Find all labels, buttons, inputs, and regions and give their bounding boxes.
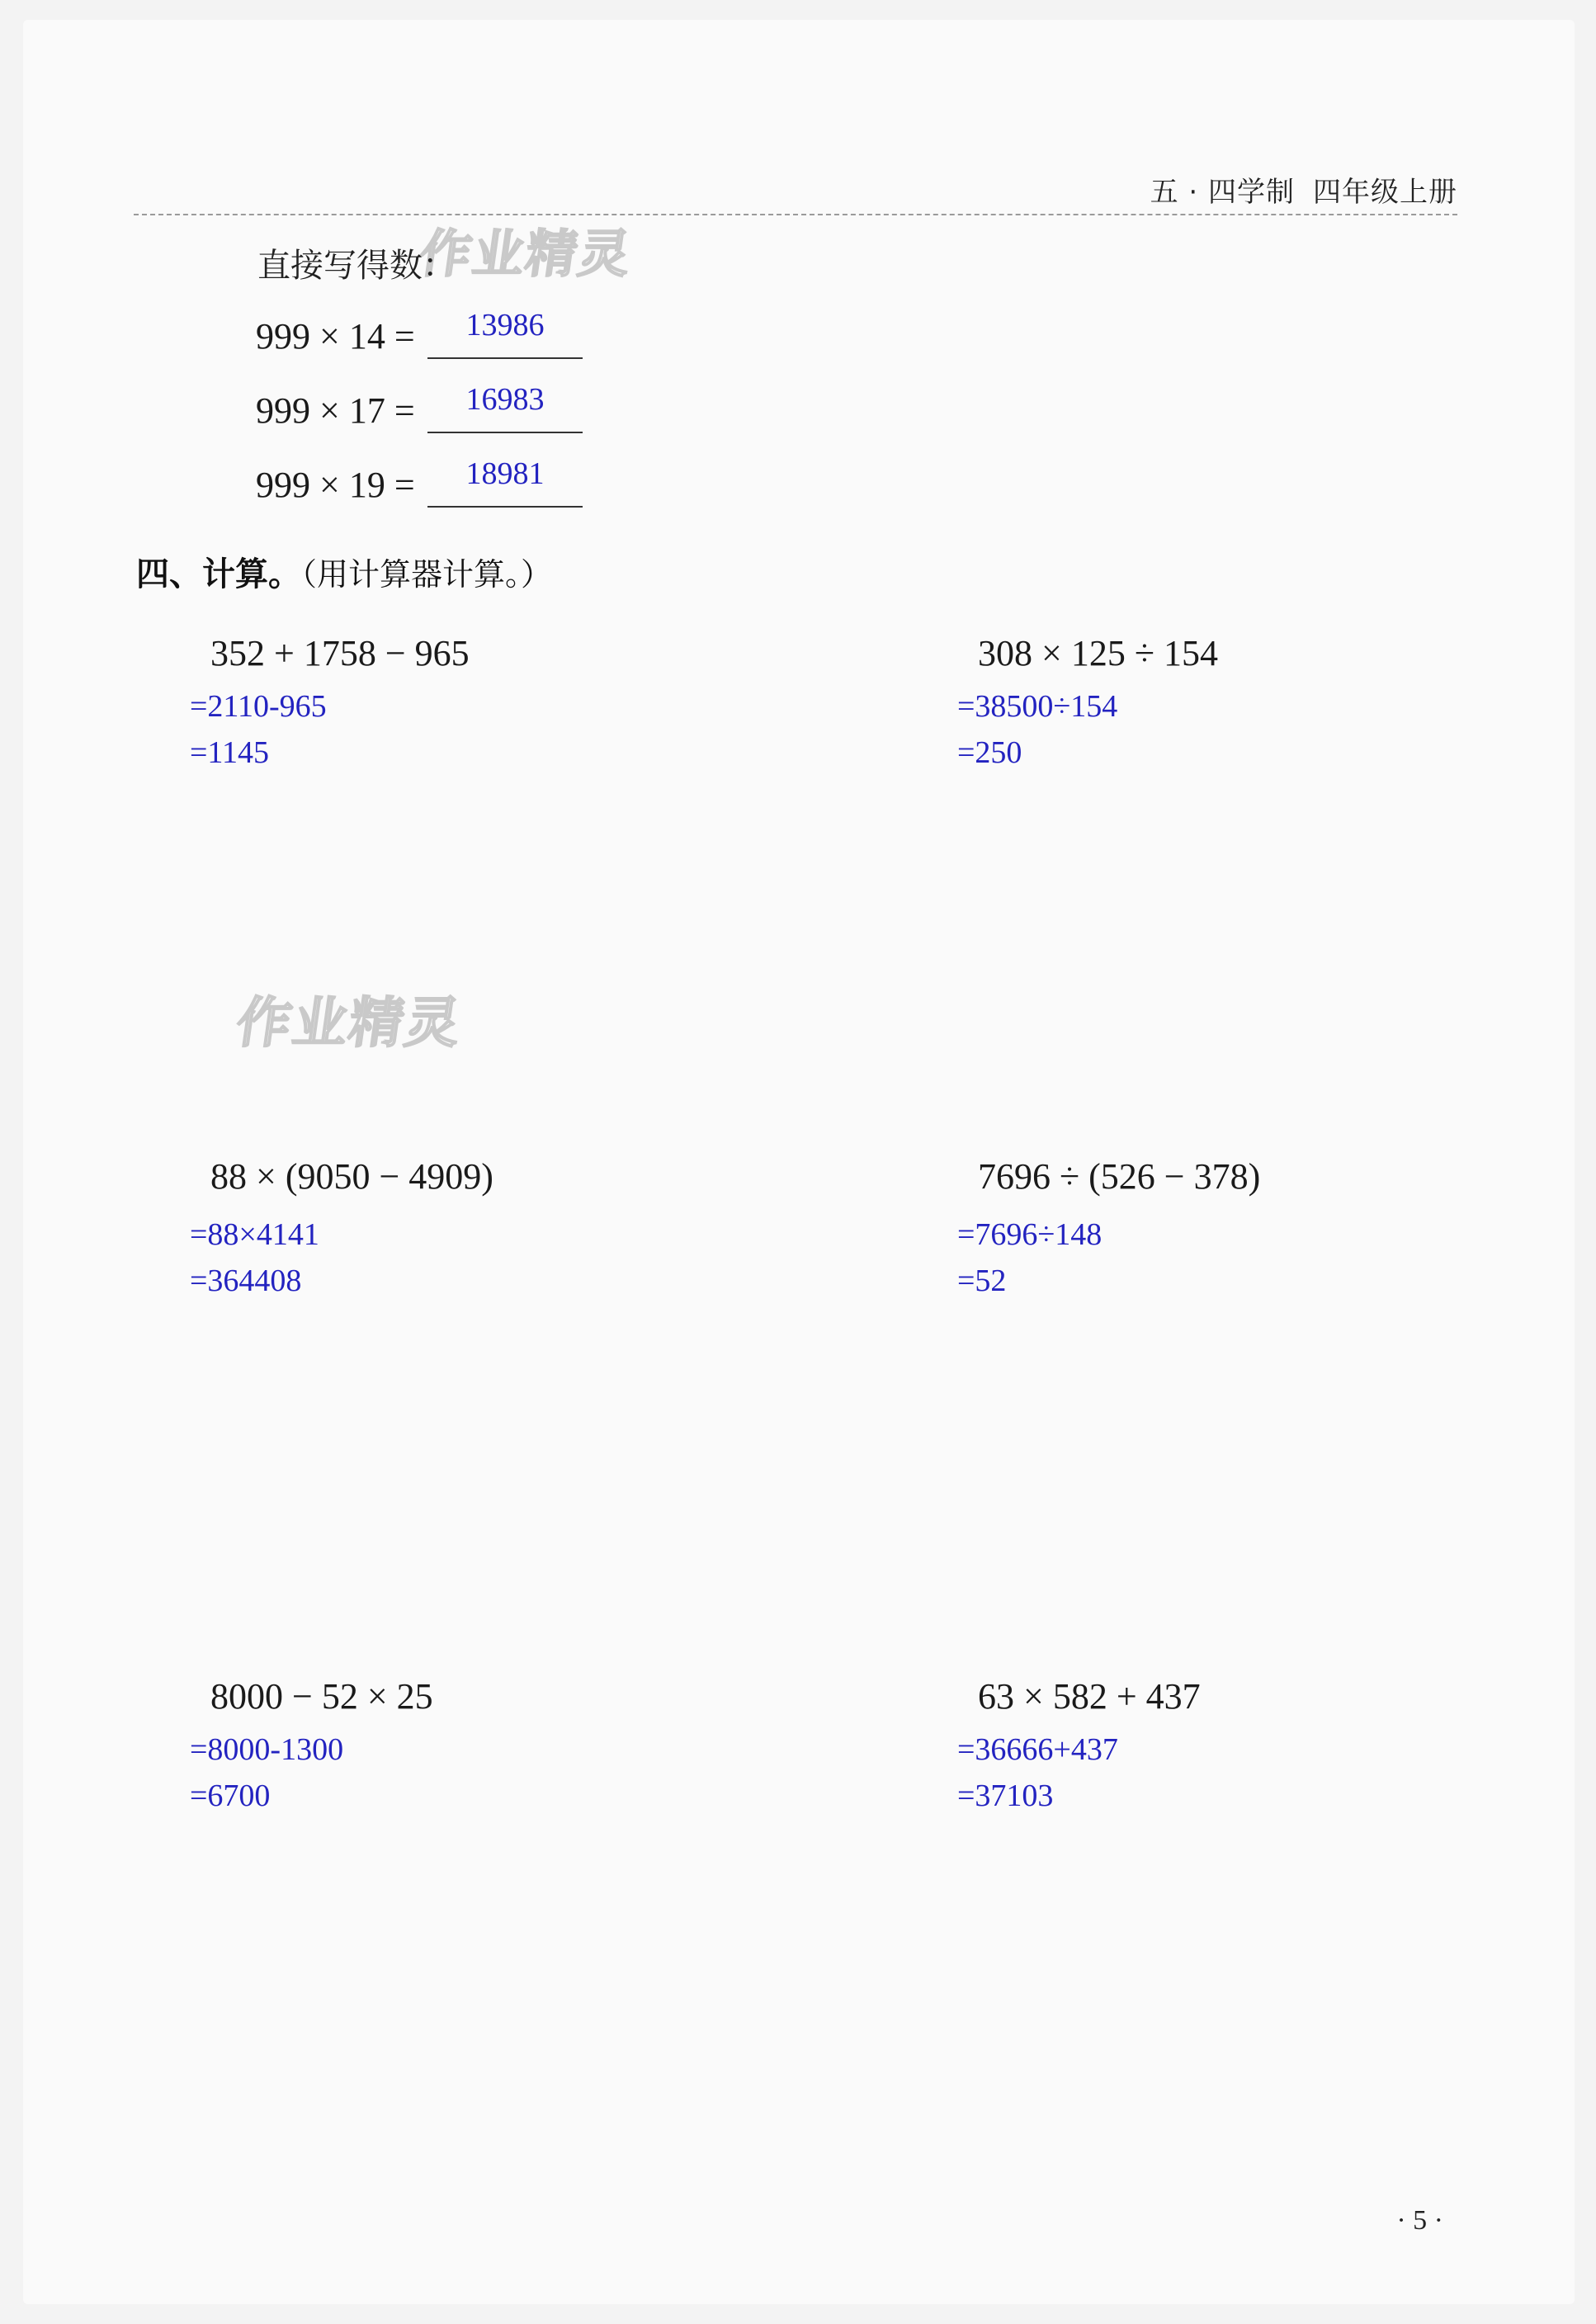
direct-answer-1: 13986 <box>465 308 545 342</box>
direct-expr-3: 999 × 19 = <box>256 465 415 505</box>
problem-5-expression: 8000 − 52 × 25 <box>210 1676 433 1717</box>
problem-2-expression: 308 × 125 ÷ 154 <box>978 633 1218 673</box>
page-header <box>1150 169 1457 210</box>
problem-1-expression: 352 + 1758 − 965 <box>210 633 470 673</box>
section-title: 四、计算。 <box>136 555 301 593</box>
watermark-middle: 作业精灵 <box>232 991 466 1055</box>
instruction-text: 直接写得数： <box>257 247 456 285</box>
problem-4-step-1: =7696÷148 <box>957 1217 1103 1252</box>
problem-6-expression: 63 × 582 + 437 <box>978 1676 1201 1717</box>
answer-blank-3 <box>427 506 583 508</box>
problem-3-step-2: =364408 <box>190 1264 302 1298</box>
problem-3-expression: 88 × (9050 − 4909) <box>210 1156 493 1197</box>
header-series: 五 · 四学制 <box>1150 176 1295 209</box>
problem-4-expression: 7696 ÷ (526 − 378) <box>978 1156 1261 1197</box>
direct-expr-2: 999 × 17 = <box>256 390 415 431</box>
problem-6-step-2: =37103 <box>957 1778 1054 1813</box>
section-note: （用计算器计算。） <box>301 556 553 593</box>
direct-answer-3: 18981 <box>465 456 545 491</box>
problem-3-step-1: =88×4141 <box>190 1217 319 1252</box>
header-divider <box>134 214 1457 215</box>
problem-2-step-1: =38500÷154 <box>957 689 1118 724</box>
answer-blank-2 <box>427 432 583 433</box>
problem-4-step-2: =52 <box>957 1264 1007 1298</box>
problem-2-step-2: =250 <box>957 735 1022 770</box>
problem-5-step-2: =6700 <box>190 1778 271 1813</box>
header-grade: 四年级上册 <box>1313 176 1457 209</box>
direct-answer-2: 16983 <box>465 382 545 417</box>
watermark-top: 作业精灵 <box>416 224 636 284</box>
problem-1-step-2: =1145 <box>190 735 270 770</box>
section-heading <box>136 548 552 595</box>
problem-5-step-1: =8000-1300 <box>190 1732 344 1767</box>
direct-expr-1: 999 × 14 = <box>256 316 415 357</box>
page-number: · 5 · <box>1396 2205 1443 2236</box>
answer-blank-1 <box>427 357 583 359</box>
problem-6-step-1: =36666+437 <box>957 1732 1118 1767</box>
problem-1-step-1: =2110-965 <box>190 689 327 724</box>
